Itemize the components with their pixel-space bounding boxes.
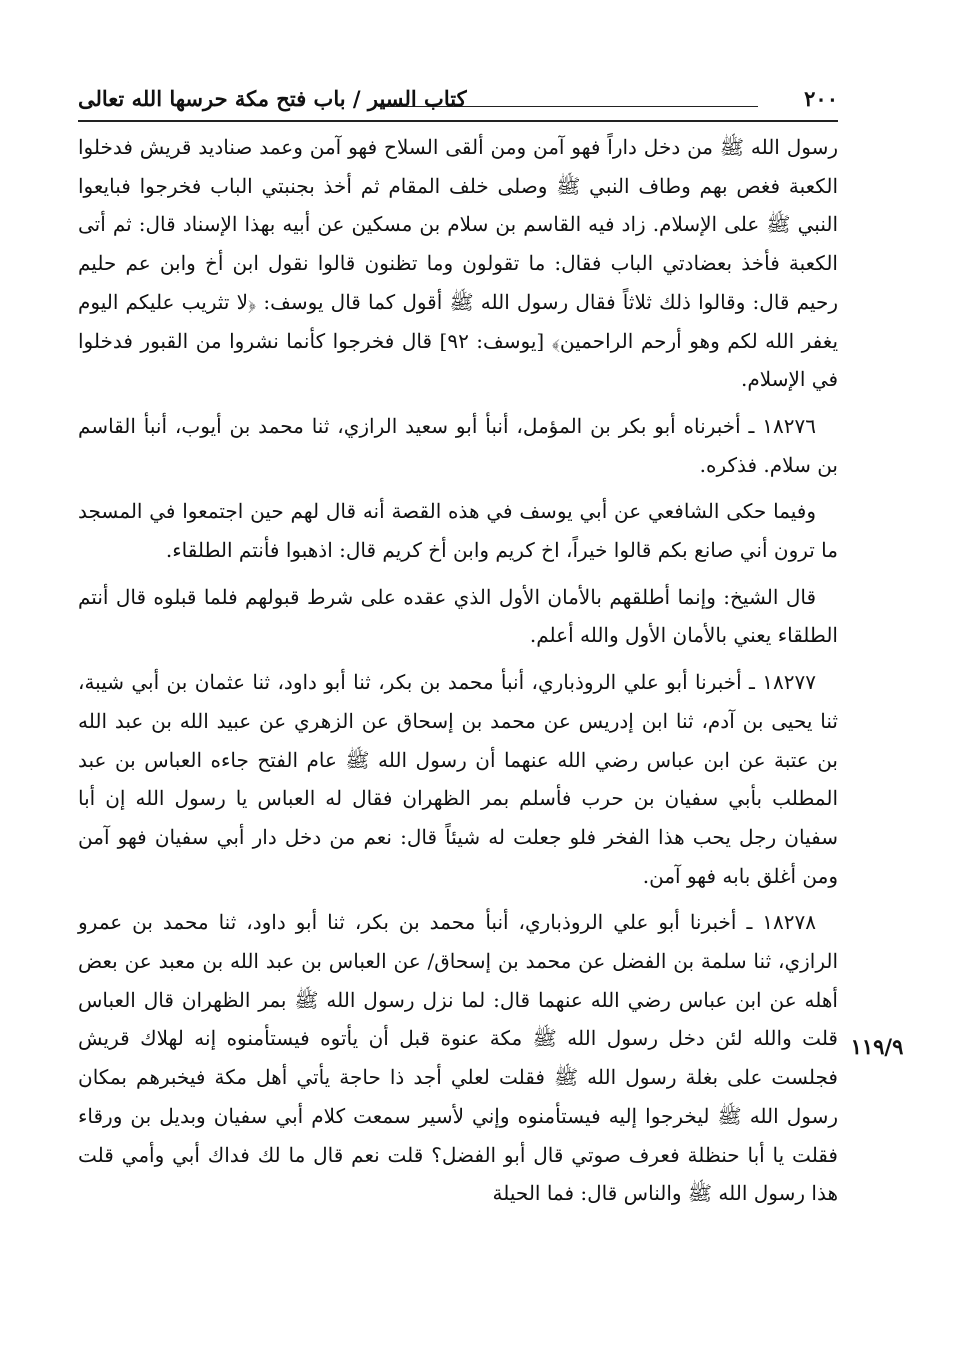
page-body bbox=[78, 128, 838, 1213]
paragraph-sheikh-comment: قال الشيخ: وإنما أطلقهم بالأمان الأول الذي عقده على شرط قبولهم فلما قبلوه قال أنتم الطلقاء يعني بالأمان الأول والله أعلم. bbox=[78, 584, 838, 648]
paragraph-continuation: رسول الله ﷺ من دخل داراً فهو آمن ومن ألقى السلاح فهو آمن وعمد صناديد قريش فدخلوا الكعبة فغص بهم وطاف النبي ﷺ وصلى خلف المقام ثم أخذ بجنبتي الباب فخرجوا فبايعوا النبي ﷺ على الإسلام. زاد فيه القاسم بن سلام بن مسكين عن أبيه بهذا الإسناد قال: ثم أتى الكعبة فأخذ بعضادتي الباب فقال: ما تقولون وما تظنون قالوا نقول ابن أخ وابن عم حليم رحيم قال: وقالوا ذلك ثلاثاً فقال رسول الله ﷺ أقول كما قال يوسف: ﴿لا تثريب عليكم اليوم يغفر الله لكم وهو أرحم الراحمين﴾ [يوسف: ٩٢] قال فخرجوا كأنما نشروا من القبور فدخلوا في الإسلام. bbox=[78, 135, 839, 392]
hadith-18277: ١٨٢٧٧ ـ أخبرنا أبو علي الروذباري، أنبأ محمد بن بكر، ثنا أبو داود، ثنا عثمان بن أبي شيبة، ثنا يحيى بن آدم، ثنا ابن إدريس عن محمد بن إسحاق عن الزهري عن عبيد الله بن عبد الله بن عتبة عن ابن عباس رضي الله عنهما أن رسول الله ﷺ عام الفتح جاءه العباس بن عبد المطلب بأبي سفيان بن حرب فأسلم بمر الظهران فقال له العباس يا رسول الله إن أبا سفيان رجل يحب هذا الفخر فلو جعلت له شيئاً قال: نعم من دخل دار أبي سفيان فهو آمن ومن أغلق بابه فهو آمن. bbox=[78, 670, 838, 888]
hadith-18276: ١٨٢٧٦ ـ أخبرناه أبو بكر بن المؤمل، أنبأ أبو سعيد الرازي، ثنا محمد بن أيوب، أنبأ القاسم بن سلام. فذكره. bbox=[78, 413, 838, 477]
page-header bbox=[78, 86, 838, 122]
running-title: كتاب السير / باب فتح مكة حرسها الله تعالى bbox=[78, 86, 467, 111]
paragraph-shafii: وفيما حكى الشافعي عن أبي يوسف في هذه القصة أنه قال لهم حين اجتمعوا في المسجد ما ترون أني صانع بكم قالوا خيراً، اخ كريم وابن أخ كريم قال: اذهبوا فأنتم الطلقاء. bbox=[78, 499, 838, 563]
page-number: ٢٠٠ bbox=[804, 86, 838, 111]
hadith-18278: ١٨٢٧٨ ـ أخبرنا أبو علي الروذباري، أنبأ محمد بن بكر، ثنا أبو داود، ثنا محمد بن عمرو الرازي، ثنا سلمة بن الفضل عن محمد بن إسحاق/ عن العباس بن عبد الله بن معبد عن بعض أهله عن ابن عباس رضي الله عنهما قال: لما نزل رسول الله ﷺ بمر الظهران قال العباس قلت والله لئن دخل رسول الله ﷺ مكة عنوة قبل أن يأتوه فيستأمنوه إنه لهلاك قريش فجلست على بغلة رسول الله ﷺ فقلت لعلي أجد ذا حاجة يأتي أهل مكة فيخبرهم بمكان رسول الله ﷺ ليخرجوا إليه فيستأمنوه وإني لأسير سمعت كلام أبي سفيان وبديل بن ورقاء فقلت يا أبا حنظلة فعرف صوتي قال أبو الفضل؟ قلت نعم قال ما لك فداك أبي وأمي قلت هذا رسول الله ﷺ والناس قال: فما الحيلة bbox=[78, 910, 838, 1206]
manuscript-folio-note: ١١٩/٩ bbox=[850, 1034, 904, 1059]
